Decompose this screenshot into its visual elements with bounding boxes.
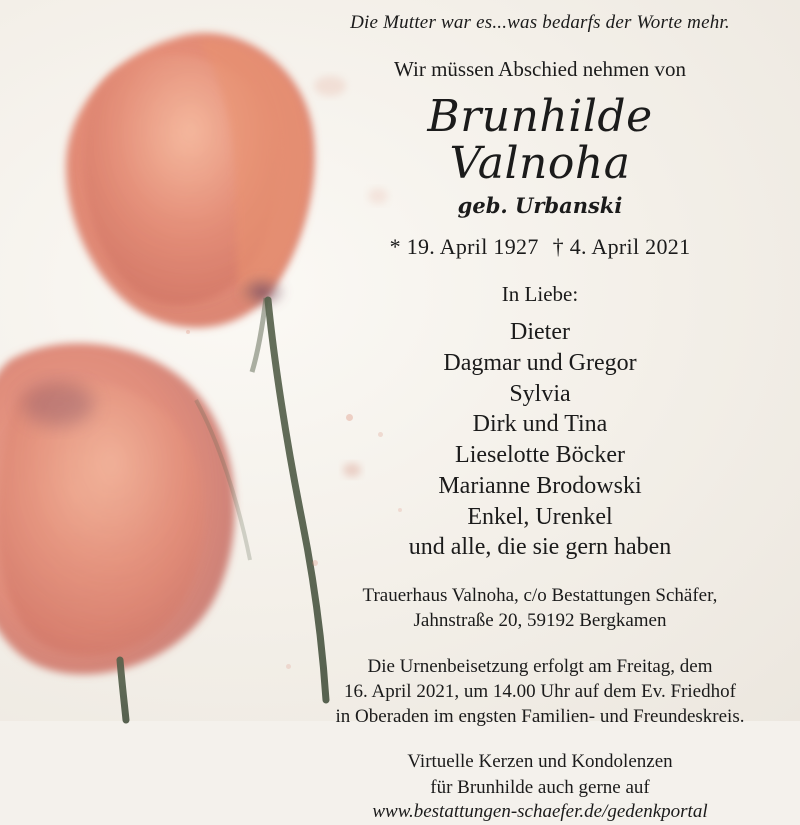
ceremony-line: 16. April 2021, um 14.00 Uhr auf dem Ev. Friedhof xyxy=(344,680,736,702)
deceased-last-name: Valnoha xyxy=(449,137,631,189)
paint-speck xyxy=(186,330,190,334)
in-love-label: In Liebe: xyxy=(501,282,579,307)
death-date: † 4. April 2021 xyxy=(552,234,691,260)
list-item: Dieter xyxy=(510,319,570,346)
list-item: Sylvia xyxy=(509,380,571,407)
birth-date: * 19. April 1927 xyxy=(389,234,539,260)
ceremony-line: in Oberaden im engsten Familien- und Freundeskreis. xyxy=(335,706,745,728)
lower-poppy xyxy=(0,343,250,720)
candles-line: für Brunhilde auch gerne auf xyxy=(430,776,650,798)
ceremony-line: Die Urnenbeisetzung erfolgt am Freitag, dem xyxy=(367,655,713,677)
list-item: und alle, die sie gern haben xyxy=(408,534,672,561)
maiden-name: geb. Urbanski xyxy=(457,193,623,219)
memorial-portal-link[interactable]: www.bestattungen-schaefer.de/gedenkportal xyxy=(372,800,708,822)
virtual-candles-note xyxy=(280,749,800,824)
list-item: Dagmar und Gregor xyxy=(443,349,637,376)
mourners-list xyxy=(280,317,800,563)
candles-line: Virtuelle Kerzen und Kondolenzen xyxy=(407,751,673,773)
address-line: Jahnstraße 20, 59192 Bergkamen xyxy=(413,610,667,632)
list-item: Enkel, Urenkel xyxy=(467,503,613,530)
motto-text: Die Mutter war es...was bedarfs der Worte mehr. xyxy=(350,12,730,33)
deceased-first-name: Brunhilde xyxy=(427,90,653,142)
list-item: Dirk und Tina xyxy=(472,411,608,438)
address-line: Trauerhaus Valnoha, c/o Bestattungen Schäfer, xyxy=(362,584,718,606)
notice-text-column xyxy=(280,0,800,822)
life-dates xyxy=(280,234,800,260)
list-item: Marianne Brodowski xyxy=(438,472,642,499)
deceased-name xyxy=(280,90,800,189)
intro-text: Wir müssen Abschied nehmen von xyxy=(394,56,686,81)
ceremony-details xyxy=(280,654,800,730)
list-item: Lieselotte Böcker xyxy=(455,442,625,469)
mourning-house-address xyxy=(280,583,800,634)
